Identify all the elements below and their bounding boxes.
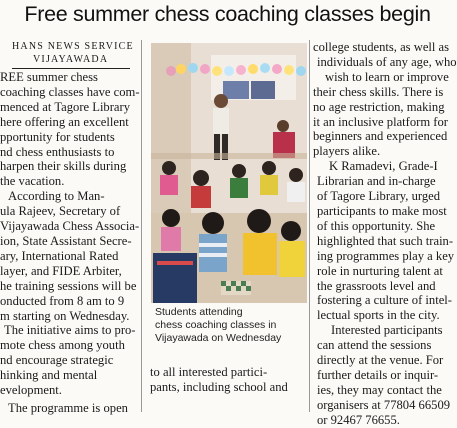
text-line: here offering an excellent: [0, 114, 129, 129]
caption-line: Students attending: [155, 306, 243, 318]
text-line: further details or inquir-: [317, 367, 439, 382]
text-line: to all interested partici-: [150, 365, 268, 379]
text-line: ion, State Assistant Secre-: [0, 233, 132, 248]
text-line: role in nurturing talent at: [317, 263, 443, 278]
text-line: According to Man-: [8, 189, 105, 204]
text-line: it an inclusive platform for: [313, 114, 448, 129]
text-line: nd chess enthusiasts to: [0, 144, 115, 159]
text-line: The programme is open: [8, 400, 128, 415]
text-line: fostering a culture of intel-: [317, 293, 452, 308]
text-line: pants, including school and: [150, 379, 288, 394]
text-line: wish to learn or improve: [325, 69, 449, 84]
text-line: nd encourage strategic: [0, 353, 114, 368]
text-line: hinking and mental: [0, 368, 98, 383]
text-line: or 92467 76655.: [317, 412, 400, 427]
text-line: K Ramadevi, Grade-I: [329, 159, 438, 174]
byline-rule: [12, 68, 130, 69]
text-line: Librarian and in-charge: [317, 174, 436, 189]
text-line: lectual sports in the city.: [317, 308, 440, 323]
byline-agency: HANS NEWS SERVICE: [12, 41, 134, 52]
caption-line: Vijayawada on Wednesday: [155, 332, 282, 344]
news-photo-illustration: [151, 43, 307, 303]
text-line: can attend the sessions: [317, 338, 432, 353]
text-line: coaching classes have com-: [0, 84, 140, 99]
text-line: college students, as well as: [313, 40, 450, 54]
text-line: of Tagore Library, urged: [317, 189, 441, 204]
text-line: the grassroots level and: [317, 278, 436, 293]
text-line: beginners and experienced: [313, 129, 448, 144]
left-column: [0, 40, 140, 415]
text-line: menced at Tagore Library: [0, 99, 131, 114]
text-line: organisers at 77804 66509: [317, 397, 451, 412]
text-line: evelopment.: [0, 383, 62, 398]
text-line: ing programmes play a key: [317, 248, 455, 263]
text-line: players alike.: [313, 144, 381, 159]
byline-place: VIJAYAWADA: [33, 54, 109, 65]
column-rule-left: [141, 40, 142, 412]
text-line: highlighted that such train-: [317, 233, 454, 248]
right-column: [313, 40, 457, 427]
text-line: Vijayawada Chess Associa-: [0, 219, 140, 234]
text-line: ula Rajeev, Secretary of: [0, 204, 121, 219]
text-line: REE summer chess: [0, 70, 98, 84]
text-line: Interested participants: [331, 323, 443, 338]
text-line: ary, International Rated: [0, 248, 119, 263]
text-line: onducted from 8 am to 9: [0, 293, 125, 308]
middle-column: [150, 365, 308, 412]
text-line: directly at the venue. For: [317, 353, 444, 368]
text-line: their chess skills. There is: [313, 84, 444, 99]
text-line: mote chess among youth: [0, 338, 125, 353]
text-line: harpen their skills during: [0, 159, 127, 174]
text-line: m starting on Wednesday.: [0, 308, 130, 323]
text-line: ies, they may contact the: [317, 382, 442, 397]
text-line: layer, and FIDE Arbiter,: [0, 263, 122, 278]
headline: Free summer chess coaching classes begin: [24, 2, 431, 26]
text-line: pportunity for students: [0, 129, 115, 144]
text-line: he training sessions will be: [0, 278, 137, 293]
text-line: participants to make most: [317, 203, 447, 218]
text-line: The initiative aims to pro-: [4, 323, 136, 338]
news-photo: [151, 43, 307, 303]
text-line: the vacation.: [0, 174, 65, 189]
text-line: of this opportunity. She: [317, 218, 436, 233]
column-rule-right: [309, 40, 310, 412]
text-line: individuals of any age, who: [317, 54, 457, 69]
text-line: no age restriction, making: [313, 99, 445, 114]
caption-line: chess coaching classes in: [155, 319, 277, 331]
photo-caption: [155, 306, 305, 345]
